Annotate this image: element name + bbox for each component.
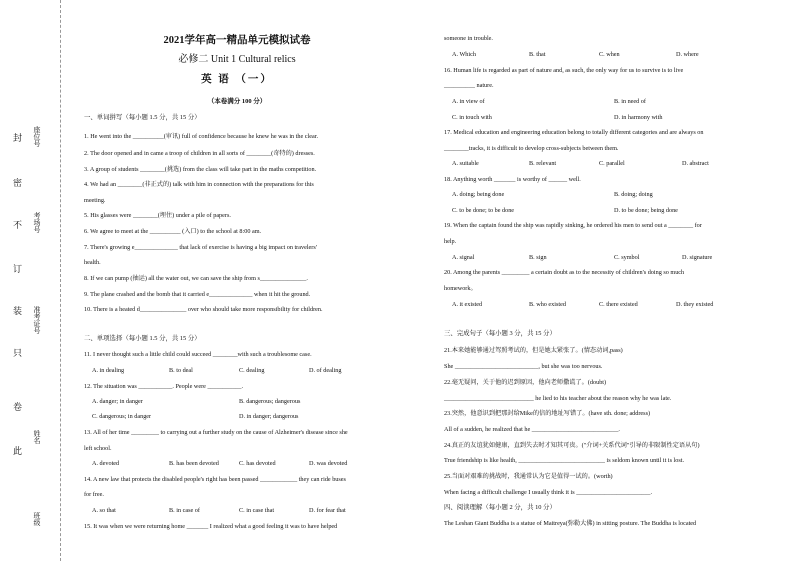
question-line: 10. There is a heated d_______________ over who should take more responsibility for children. <box>84 306 323 313</box>
binding-char: 只 <box>13 348 23 358</box>
binding-char: 装 <box>13 306 23 316</box>
question-line: True friendship is like health, ____________________________ is seldom known until it is lost. <box>444 457 685 464</box>
option: D. abstract <box>682 160 709 167</box>
question-line: 15. It was when we were returning home _______ I realized what a good feeling it was to have helped <box>84 523 338 530</box>
option: A. signal <box>452 254 475 261</box>
section-heading: 三、完成句子（每小题 3 分，共 15 分） <box>444 330 556 337</box>
question-line: 21.本来她能够通过驾照考试的，但是她太紧张了。(情态动词,pass) <box>444 347 623 354</box>
question-line: 3. A group of students ________(挑选) from the class will take part in the maths competition. <box>84 166 317 173</box>
option: C. there existed <box>599 301 638 308</box>
option: B. relevant <box>529 160 557 167</box>
binding-char: 密 <box>13 178 23 188</box>
section-heading: 二、单项选择（每小题 1.5 分，共 15 分） <box>84 335 201 342</box>
option: B. doing; doing <box>614 191 653 198</box>
binding-char: 封 <box>13 133 23 143</box>
question-line: 12. The situation was ___________. People were ___________. <box>84 383 244 390</box>
option: B. who existed <box>529 301 566 308</box>
option: C. symbol <box>614 254 640 261</box>
question-line: 9. The plane crashed and the bomb that it carried e______________ when it hit the ground. <box>84 291 311 298</box>
option: B. in case of <box>169 507 200 514</box>
option: C. has devoted <box>239 460 276 467</box>
question-line: for free. <box>84 491 104 498</box>
question-line: 16. Human life is regarded as part of nature and, as such, the only way for us to survive is to live <box>444 67 684 74</box>
option: D. in harmony with <box>614 114 663 121</box>
binding-char: 不 <box>13 220 23 230</box>
option: C. dangerous; in danger <box>92 413 152 420</box>
option: A. so that <box>92 507 116 514</box>
section-heading: 一、单词拼写（每小题 1.5 分，共 15 分） <box>84 114 201 121</box>
option: B. has been devoted <box>169 460 219 467</box>
binding-char: 订 <box>13 264 23 274</box>
question-line: 17. Medical education and engineering education belong to totally different categories and are always on <box>444 129 704 136</box>
name-field: 姓名 <box>33 430 41 444</box>
section-heading: 四、阅读理解（每小题 2 分，共 10 分） <box>444 504 556 511</box>
exam-subtitle: 必修二 Unit 1 Cultural relics <box>178 54 296 65</box>
question-line: meeting. <box>84 197 106 204</box>
option: D. of dealing <box>309 367 342 374</box>
option: C. in case that <box>239 507 275 514</box>
option: B. in need of <box>614 98 646 105</box>
question-line: 5. His glasses were ________(埋住) under a pile of papers. <box>84 212 231 219</box>
option: D. in danger; dangerous <box>239 413 299 420</box>
question-line: 11. I never thought such a little child could succeed ________with such a troublesome case. <box>84 351 312 358</box>
exam-room-field: 考场号 <box>33 212 41 233</box>
reading-passage: The Leshan Giant Buddha is a statue of Maitreya(弥勒大佛) in sitting posture. The Buddha is located <box>444 520 697 527</box>
option: A. suitable <box>452 160 479 167</box>
question-line: When facing a difficult challenge I usually think it is ________________________. <box>444 489 652 496</box>
option: D. where <box>676 51 699 58</box>
question-line: health. <box>84 259 101 266</box>
option: D. to be done; being done <box>614 207 678 214</box>
question-line: 18. Anything worth _______ is worthy of ______ well. <box>444 176 581 183</box>
option: A. doing; being done <box>452 191 505 198</box>
option: A. in dealing <box>92 367 125 374</box>
option: C. to be done; to be done <box>452 207 515 214</box>
option: D. signature <box>682 254 713 261</box>
admission-number-field: 准考证号 <box>33 306 41 334</box>
question-line: homework。 <box>444 285 477 292</box>
option: A. it existed <box>452 301 483 308</box>
question-line: __________ nature. <box>444 82 494 89</box>
question-line: 25.当面对艰难的挑战时，我通常认为它是值得一试的。(worth) <box>444 473 613 480</box>
option: C. in touch with <box>452 114 492 121</box>
question-line: help. <box>444 238 457 245</box>
question-line: 1. He went into the __________(审讯) full of confidence because he knew he was in the clear. <box>84 133 319 140</box>
option: D. for fear that <box>309 507 346 514</box>
exam-subject: 英 语 （一） <box>201 74 273 85</box>
question-line: 2. The door opened and in came a troop of children in all sorts of ________(奇特的) dresses. <box>84 150 315 157</box>
question-line: 20. Among the parents _________ a certain doubt as to the necessity of children's doing so much <box>444 269 685 276</box>
question-line: 6. We agree to meet at the __________ (入口) to the school at 8:00 am. <box>84 228 262 235</box>
option: A. Which <box>452 51 476 58</box>
question-line: She ___________________________, but she was too nervous. <box>444 363 603 370</box>
question-line: _____________________________ he lied to his teacher about the reason why he was late. <box>444 395 672 402</box>
option: B. to deal <box>169 367 193 374</box>
question-line: 4. We had an ________(非正式的) talk with him in connection with the preparations for this <box>84 181 314 188</box>
exam-title: 2021学年高一精品单元模拟试卷 <box>163 35 311 46</box>
question-line: 8. If we can pump (抽运) all the water out, we can save the ship from s_______________. <box>84 275 308 282</box>
question-line: 14. A new law that protects the disabled people's right has been passed ____________ they can ride buses <box>84 476 346 483</box>
question-line: left school. <box>84 445 112 452</box>
question-line: 13. All of her time _________ to carrying out a further study on the cause of Alzheimer's disease since she <box>84 429 348 436</box>
class-field: 班级 <box>33 512 41 526</box>
binding-dashed-line <box>60 0 61 561</box>
option: D. they existed <box>676 301 714 308</box>
question-line: 23.突然，他意识到把那封给Mike的信的地址写错了。(have sth. done; address) <box>444 410 651 417</box>
option: B. dangerous; dangerous <box>239 398 301 405</box>
option: D. was devoted <box>309 460 348 467</box>
question-line: ________tracks, it is difficult to develop cross-subjects between them. <box>444 145 619 152</box>
score-note: （本卷满分 100 分） <box>207 98 267 105</box>
question-line: 19. When the captain found the ship was rapidly sinking, he ordered his men to send out a ________ for <box>444 222 702 229</box>
option: A. danger; in danger <box>92 398 143 405</box>
question-line: 22.毫无疑问，关于他的迟到原因，他向老师撒谎了。(doubt) <box>444 379 607 386</box>
question-line: 7. There's growing e______________ that lack of exercise is having a big impact on travelers' <box>84 244 317 251</box>
option: C. dealing <box>239 367 265 374</box>
question-line: All of a sudden, he realized that he ____________________________. <box>444 426 620 433</box>
binding-char: 卷 <box>13 402 23 412</box>
question-line: 24.真正的友谊犹如健康，直到失去时才知其可贵。("介词+关系代词"引导的非限制性定语从句) <box>444 442 700 449</box>
question-line: someone in trouble. <box>444 35 493 42</box>
option: B. that <box>529 51 546 58</box>
option: C. when <box>599 51 620 58</box>
seat-number-field: 座位号 <box>33 126 41 147</box>
binding-margin <box>0 0 74 561</box>
option: C. parallel <box>599 160 625 167</box>
option: A. devoted <box>92 460 120 467</box>
option: B. sign <box>529 254 547 261</box>
option: A. in view of <box>452 98 485 105</box>
binding-char: 此 <box>13 446 23 456</box>
